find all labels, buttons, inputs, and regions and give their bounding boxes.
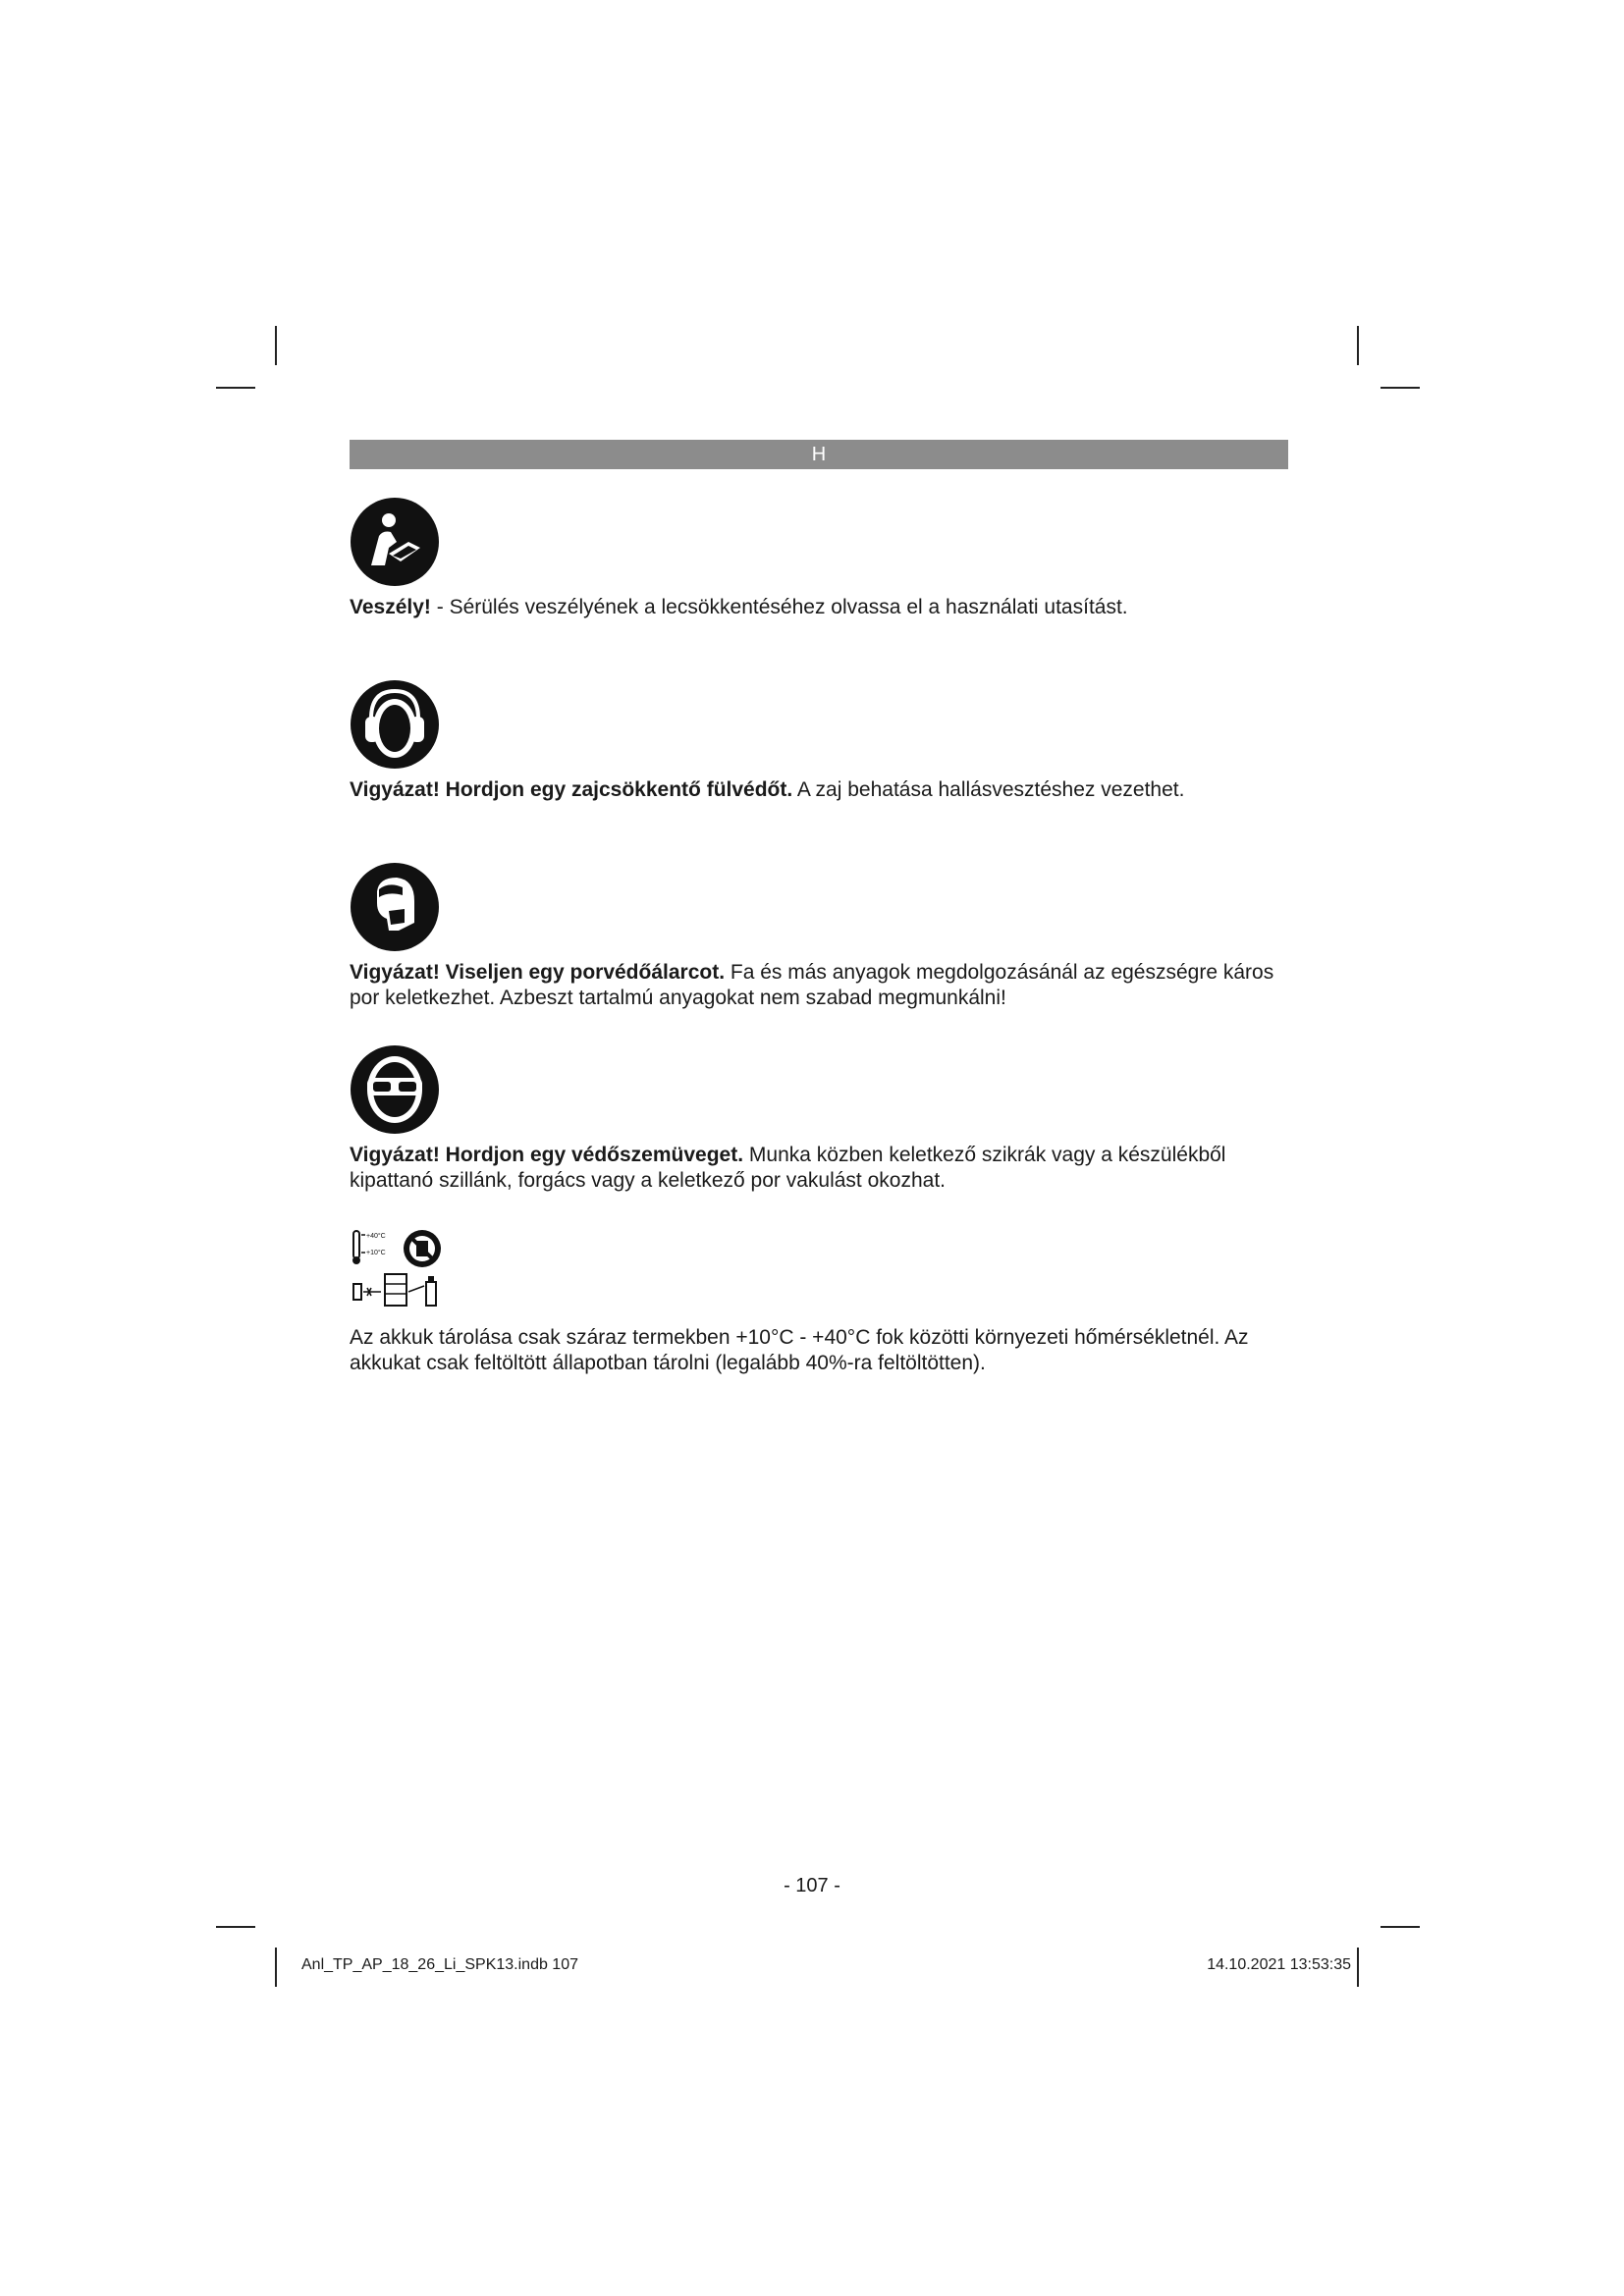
- warning-bold: Veszély!: [350, 596, 431, 618]
- temp-high-label: +40°C: [366, 1233, 386, 1240]
- temp-low-label: +10°C: [366, 1250, 386, 1256]
- warning-bold: Vigyázat! Hordjon egy védőszemüveget.: [350, 1144, 744, 1166]
- warning-text: [350, 960, 1292, 1011]
- warning-text: [350, 595, 1128, 620]
- warning-text: [350, 777, 1184, 803]
- crop-mark: [1357, 326, 1359, 365]
- crop-mark: [1357, 1948, 1359, 1987]
- warning-read-manual: [350, 497, 1292, 624]
- ear-protection-icon: [350, 679, 440, 770]
- crop-mark: [216, 387, 255, 389]
- warning-text: [350, 1143, 1292, 1194]
- warning-ear-protection: [350, 679, 1292, 807]
- language-header: H: [350, 440, 1288, 469]
- note-battery-storage: [350, 1227, 1292, 1384]
- warning-body: Fa és más anyagok megdolgozásánál az egészségre káros por keletkezhet. Azbeszt tartalmú anyagokat nem szabad megmunkálni!: [350, 961, 1274, 1009]
- crop-mark: [1380, 1926, 1420, 1928]
- read-manual-icon: [350, 497, 440, 587]
- warning-bold: Vigyázat! Hordjon egy zajcsökkentő fülvédőt.: [350, 778, 793, 801]
- safety-goggles-icon: [350, 1044, 440, 1135]
- page-number: - 107 -: [784, 1875, 840, 1896]
- warning-safety-goggles: [350, 1044, 1292, 1201]
- warning-bold: Vigyázat! Viseljen egy porvédőálarcot.: [350, 961, 726, 984]
- crop-mark: [275, 1948, 277, 1987]
- warning-dust-mask: [350, 862, 1292, 1019]
- warning-body: - Sérülés veszélyének a lecsökkentéséhez olvassa el a használati utasítást.: [430, 596, 1128, 618]
- warning-body: A zaj behatása hallásvesztéshez vezethet.: [792, 778, 1185, 801]
- note-body: Az akkuk tárolása csak száraz termekben +10°C - +40°C fok közötti környezeti hőmérsékletnél. Az akkukat csak feltöltött állapotban tárolni (legalább 40%-ra feltöltötten).: [350, 1326, 1249, 1374]
- dust-mask-icon: [350, 862, 440, 952]
- footer-file-info: Anl_TP_AP_18_26_Li_SPK13.indb 107: [301, 1956, 578, 1973]
- footer-timestamp: 14.10.2021 13:53:35: [1207, 1956, 1351, 1973]
- warning-body: Munka közben keletkező szikrák vagy a készülékből kipattanó szillánk, forgács vagy a keletkező por vakulást okozhat.: [350, 1144, 1226, 1192]
- note-text: [350, 1325, 1292, 1376]
- battery-storage-icon: [350, 1227, 448, 1315]
- crop-mark: [275, 326, 277, 365]
- crop-mark: [1380, 387, 1420, 389]
- crop-mark: [216, 1926, 255, 1928]
